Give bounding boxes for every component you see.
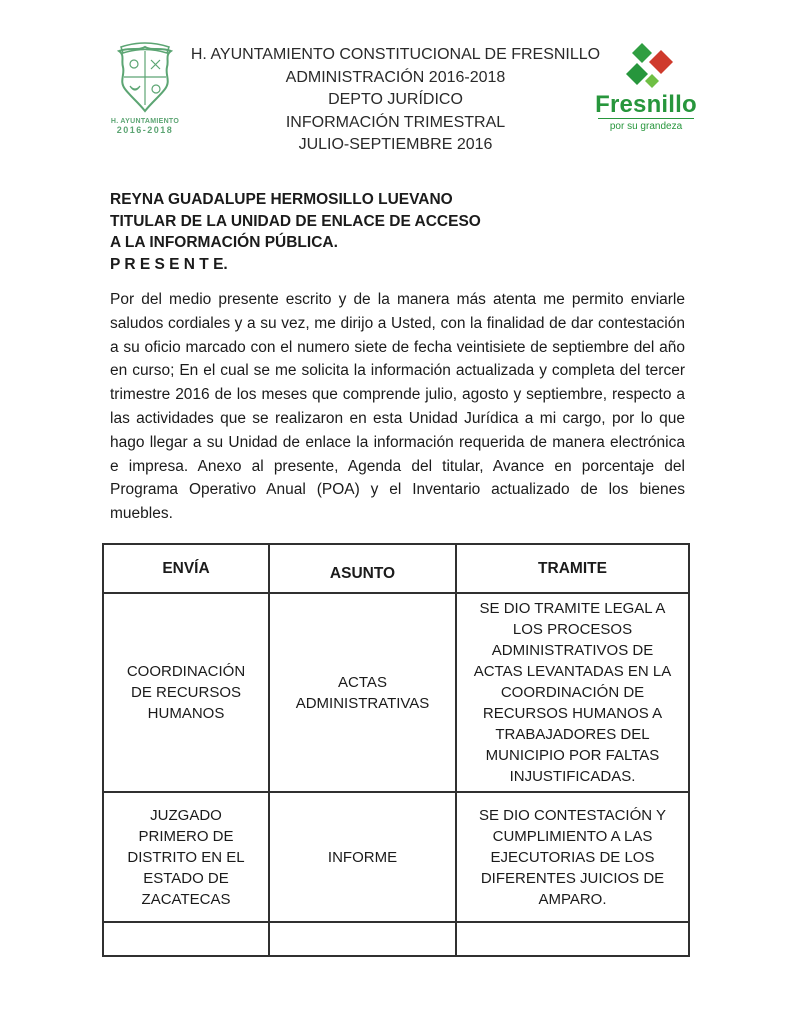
table-row-empty <box>103 922 689 956</box>
cell-asunto: ACTAS ADMINISTRATIVAS <box>269 593 456 792</box>
column-header-asunto-label: ASUNTO <box>329 565 396 582</box>
diamonds-icon <box>609 42 683 92</box>
column-header-tramite-label: TRAMITE <box>538 560 607 577</box>
header-line-institution: H. AYUNTAMIENTO CONSTITUCIONAL DE FRESNILLO <box>190 46 601 63</box>
recipient-block <box>110 189 481 275</box>
brand-tagline: por su grandeza <box>598 118 694 133</box>
column-header-tramite <box>456 544 689 593</box>
table-row <box>103 593 689 792</box>
cell-envia: COORDINACIÓN DE RECURSOS HUMANOS <box>103 593 269 792</box>
column-header-envia-label: ENVÍA <box>162 560 210 577</box>
column-header-asunto <box>269 544 456 593</box>
cell-tramite: SE DIO CONTESTACIÓN Y CUMPLIMIENTO A LAS EJECUTORIAS DE LOS DIFERENTES JUICIOS DE AMPARO. <box>456 792 689 922</box>
recipient-title-line-1: TITULAR DE LA UNIDAD DE ENLACE DE ACCESO <box>110 212 481 230</box>
cell-asunto <box>269 922 456 956</box>
header-line-department: DEPTO JURÍDICO <box>328 91 463 108</box>
table-header-row <box>103 544 689 593</box>
body-paragraph: Por del medio presente escrito y de la manera más atenta me permito enviarle saludos cordiales y a su vez, me dirijo a Usted, con la finalidad de dar contestación a su oficio marcado con el numero siete de fecha veintisiete de septiembre del año en curso; En el cual se me solicita la información actualizada y completa del tercer trimestre 2016 de los meses que comprende julio, agosto y septiembre, respecto a las actividades que se realizaron en esta Unidad Jurídica a mi cargo, por lo que hago llegar a su Unidad de enlace la información requerida de manera electrónica e impresa. Anexo al presente, Agenda del titular, Avance en porcentaje del Programa Operativo Anual (POA) y el Inventario actualizado de los bienes muebles. <box>110 291 685 523</box>
brand-name: Fresnillo <box>595 91 697 118</box>
header-line-administration: ADMINISTRACIÓN 2016-2018 <box>285 68 506 86</box>
header-line-period: JULIO-SEPTIEMBRE 2016 <box>298 136 493 153</box>
crest-caption: H. AYUNTAMIENTO <box>110 118 180 125</box>
crest-years: 2016-2018 <box>116 125 174 135</box>
cell-envia <box>103 922 269 956</box>
column-header-envia <box>103 544 269 593</box>
cell-envia: JUZGADO PRIMERO DE DISTRITO EN EL ESTADO DE ZACATECAS <box>103 792 269 922</box>
recipient-salutation: P R E S E N T E. <box>110 255 228 273</box>
table-row <box>103 792 689 922</box>
header-line-report-type: INFORMACIÓN TRIMESTRAL <box>285 113 506 131</box>
cell-tramite: SE DIO TRAMITE LEGAL A LOS PROCESOS ADMINISTRATIVOS DE ACTAS LEVANTADAS EN LA COORDINACIÓN DE RECURSOS HUMANOS A TRABAJADORES DEL MUNICIPIO POR FALTAS INJUSTIFICADAS. <box>456 593 689 792</box>
cell-asunto: INFORME <box>269 792 456 922</box>
fresnillo-logo <box>590 42 702 133</box>
cell-tramite <box>456 922 689 956</box>
recipient-name: REYNA GUADALUPE HERMOSILLO LUEVANO <box>110 191 453 208</box>
recipient-title-line-2: A LA INFORMACIÓN PÚBLICA. <box>110 234 338 251</box>
info-table <box>102 543 690 957</box>
